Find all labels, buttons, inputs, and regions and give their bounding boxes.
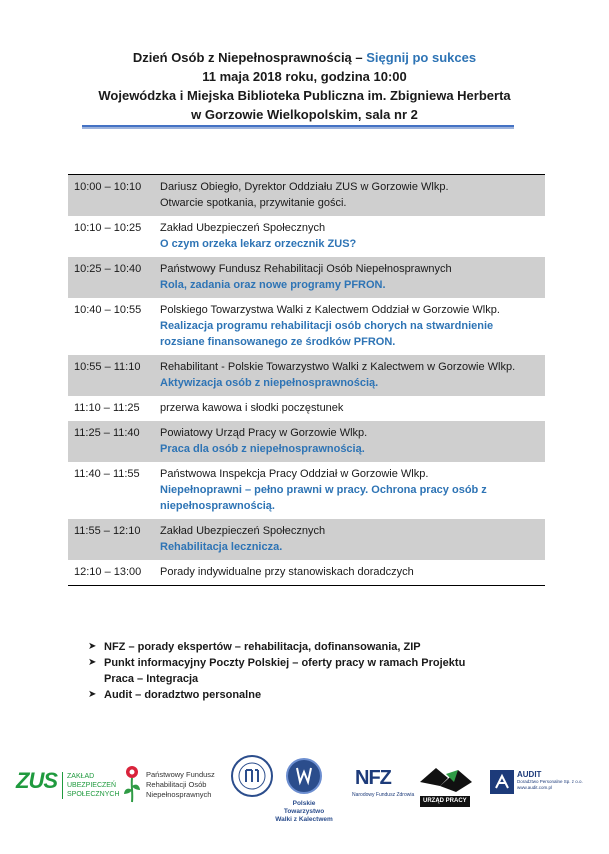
info-bullet	[88, 687, 508, 703]
agenda-content	[158, 425, 545, 457]
event-header	[0, 48, 609, 124]
agenda-row	[68, 216, 545, 257]
agenda-speaker: Państwowy Fundusz Rehabilitacji Osób Niepełnosprawnych	[160, 263, 452, 275]
agenda-topic: Rehabilitacja lecznicza.	[160, 541, 283, 553]
agenda-content	[158, 179, 545, 211]
agenda-note: Otwarcie spotkania, przywitanie gości.	[160, 197, 347, 209]
agenda-row	[68, 298, 545, 355]
bullet-text: Punkt informacyjny Poczty Polskiej – oferty pracy w ramach Projektu	[104, 657, 466, 669]
urzad-pracy-caption: URZĄD PRACY	[420, 796, 470, 807]
agenda-row	[68, 396, 545, 421]
agenda-speaker: Zakład Ubezpieczeń Społecznych	[160, 222, 326, 234]
zus-caption-line: UBEZPIECZEŃ	[67, 782, 117, 789]
sponsor-logos	[0, 750, 609, 823]
ptwk-logo	[286, 758, 322, 794]
pfron-caption-line: Rehabilitacji Osób	[146, 780, 207, 789]
urzad-pracy-logo	[418, 764, 474, 799]
zus-caption-line: ZAKŁAD	[67, 773, 95, 780]
agenda-speaker: Dariusz Obiegło, Dyrektor Oddziału ZUS w Gorzowie Wlkp.	[160, 181, 449, 193]
agenda-content	[158, 564, 545, 580]
zus-caption-line: SPOŁECZNYCH	[67, 791, 120, 798]
agenda-time: 10:25 – 10:40	[74, 263, 142, 275]
arrow-bullet-icon: ➤	[88, 657, 97, 668]
header-divider	[82, 125, 514, 129]
nfz-logo	[355, 767, 391, 790]
agenda-speaker: Państwowa Inspekcja Pracy Oddział w Gorzowie Wlkp.	[160, 468, 429, 480]
agenda-time: 10:55 – 11:10	[74, 361, 141, 373]
agenda-time: 11:25 – 11:40	[74, 427, 140, 439]
agenda-topic: Aktywizacja osób z niepełnosprawnością.	[160, 377, 379, 389]
arrow-bullet-icon: ➤	[88, 689, 97, 700]
agenda-topic: Realizacja programu rehabilitacji osób chorych na stwardnienie rozsiane finansowanego ze środków PFRON.	[160, 320, 494, 348]
audit-caption	[517, 770, 583, 791]
agenda-time: 10:10 – 10:25	[74, 222, 142, 234]
zus-mark: ZUS	[16, 768, 57, 793]
agenda-content	[158, 400, 545, 416]
audit-caption-line: Doradztwo Personalne Sp. z o.o.	[517, 779, 583, 784]
pfron-caption-line: Państwowy Fundusz	[146, 770, 215, 779]
arrow-bullet-icon: ➤	[88, 641, 97, 652]
event-room: w Gorzowie Wielkopolskim, sala nr 2	[191, 107, 418, 122]
audit-caption-line: www.audit.com.pl	[517, 785, 553, 790]
pfron-caption	[146, 770, 215, 800]
agenda-time: 10:00 – 10:10	[74, 181, 142, 193]
agenda-content	[158, 359, 545, 391]
agenda-content	[158, 261, 545, 293]
event-date: 11 maja 2018 roku, godzina 10:00	[202, 69, 407, 84]
audit-title: AUDIT	[517, 770, 542, 779]
agenda-table	[68, 174, 545, 586]
agenda-topic: Niepełnoprawni – pełno prawni w pracy. Ochrona pracy osób z niepełnosprawnością.	[160, 484, 487, 512]
pfron-caption-line: Niepełnosprawnych	[146, 790, 212, 799]
agenda-time: 11:10 – 11:25	[74, 402, 140, 414]
agenda-topic: Praca dla osób z niepełnosprawnością.	[160, 443, 365, 455]
info-bullet	[88, 655, 508, 687]
agenda-time: 11:55 – 12:10	[74, 525, 141, 537]
pfron-flower-icon	[122, 764, 142, 809]
agenda-row	[68, 355, 545, 396]
event-name: Dzień Osób z Niepełnosprawnością –	[132, 50, 367, 65]
info-bullet	[88, 639, 508, 655]
bullet-text: Audit – doradztwo personalne	[104, 689, 262, 701]
ptwk-caption-line: Polskie Towarzystwo	[283, 800, 325, 815]
event-venue: Wojewódzka i Miejska Biblioteka Publiczna im. Zbigniewa Herberta	[98, 88, 511, 103]
agenda-topic: Rola, zadania oraz nowe programy PFRON.	[160, 279, 386, 291]
agenda-speaker: Zakład Ubezpieczeń Społecznych	[160, 525, 326, 537]
agenda-speaker: przerwa kawowa i słodki poczęstunek	[160, 402, 344, 414]
event-title	[0, 48, 609, 67]
agenda-speaker: Powiatowy Urząd Pracy w Gorzowie Wlkp.	[160, 427, 368, 439]
agenda-row	[68, 560, 545, 585]
bullet-text-continued: Praca – Integracja	[104, 673, 199, 685]
agenda-row	[68, 257, 545, 298]
event-slogan: Sięgnij po sukces	[366, 50, 477, 65]
nfz-mark: NFZ	[355, 767, 391, 789]
agenda-topic: O czym orzeka lekarz orzecznik ZUS?	[160, 238, 357, 250]
nfz-caption: Narodowy Fundusz Zdrowia	[352, 792, 415, 798]
bullet-text: NFZ – porady ekspertów – rehabilitacja, dofinansowania, ZIP	[104, 641, 421, 653]
agenda-row	[68, 175, 545, 216]
agenda-content	[158, 220, 545, 252]
agenda-time: 12:10 – 13:00	[74, 566, 142, 578]
agenda-time: 10:40 – 10:55	[74, 304, 142, 316]
agenda-content	[158, 302, 545, 350]
zus-logo	[16, 768, 57, 794]
agenda-content	[158, 523, 545, 555]
additional-info-list	[88, 639, 508, 703]
agenda-row	[68, 519, 545, 560]
agenda-row	[68, 421, 545, 462]
agenda-row	[68, 462, 545, 519]
audit-icon	[490, 770, 514, 794]
zus-caption	[62, 772, 120, 799]
pip-logo	[230, 754, 274, 803]
ptwk-caption	[274, 800, 334, 824]
agenda-speaker: Rehabilitant - Polskie Towarzystwo Walki z Kalectwem w Gorzowie Wlkp.	[160, 361, 516, 373]
agenda-speaker: Polskiego Towarzystwa Walki z Kalectwem Oddział w Gorzowie Wlkp.	[160, 304, 500, 316]
agenda-content	[158, 466, 545, 514]
agenda-time: 11:40 – 11:55	[74, 468, 140, 480]
agenda-speaker: Porady indywidualne przy stanowiskach doradczych	[160, 566, 414, 578]
ptwk-caption-line: Walki z Kalectwem	[275, 816, 333, 823]
